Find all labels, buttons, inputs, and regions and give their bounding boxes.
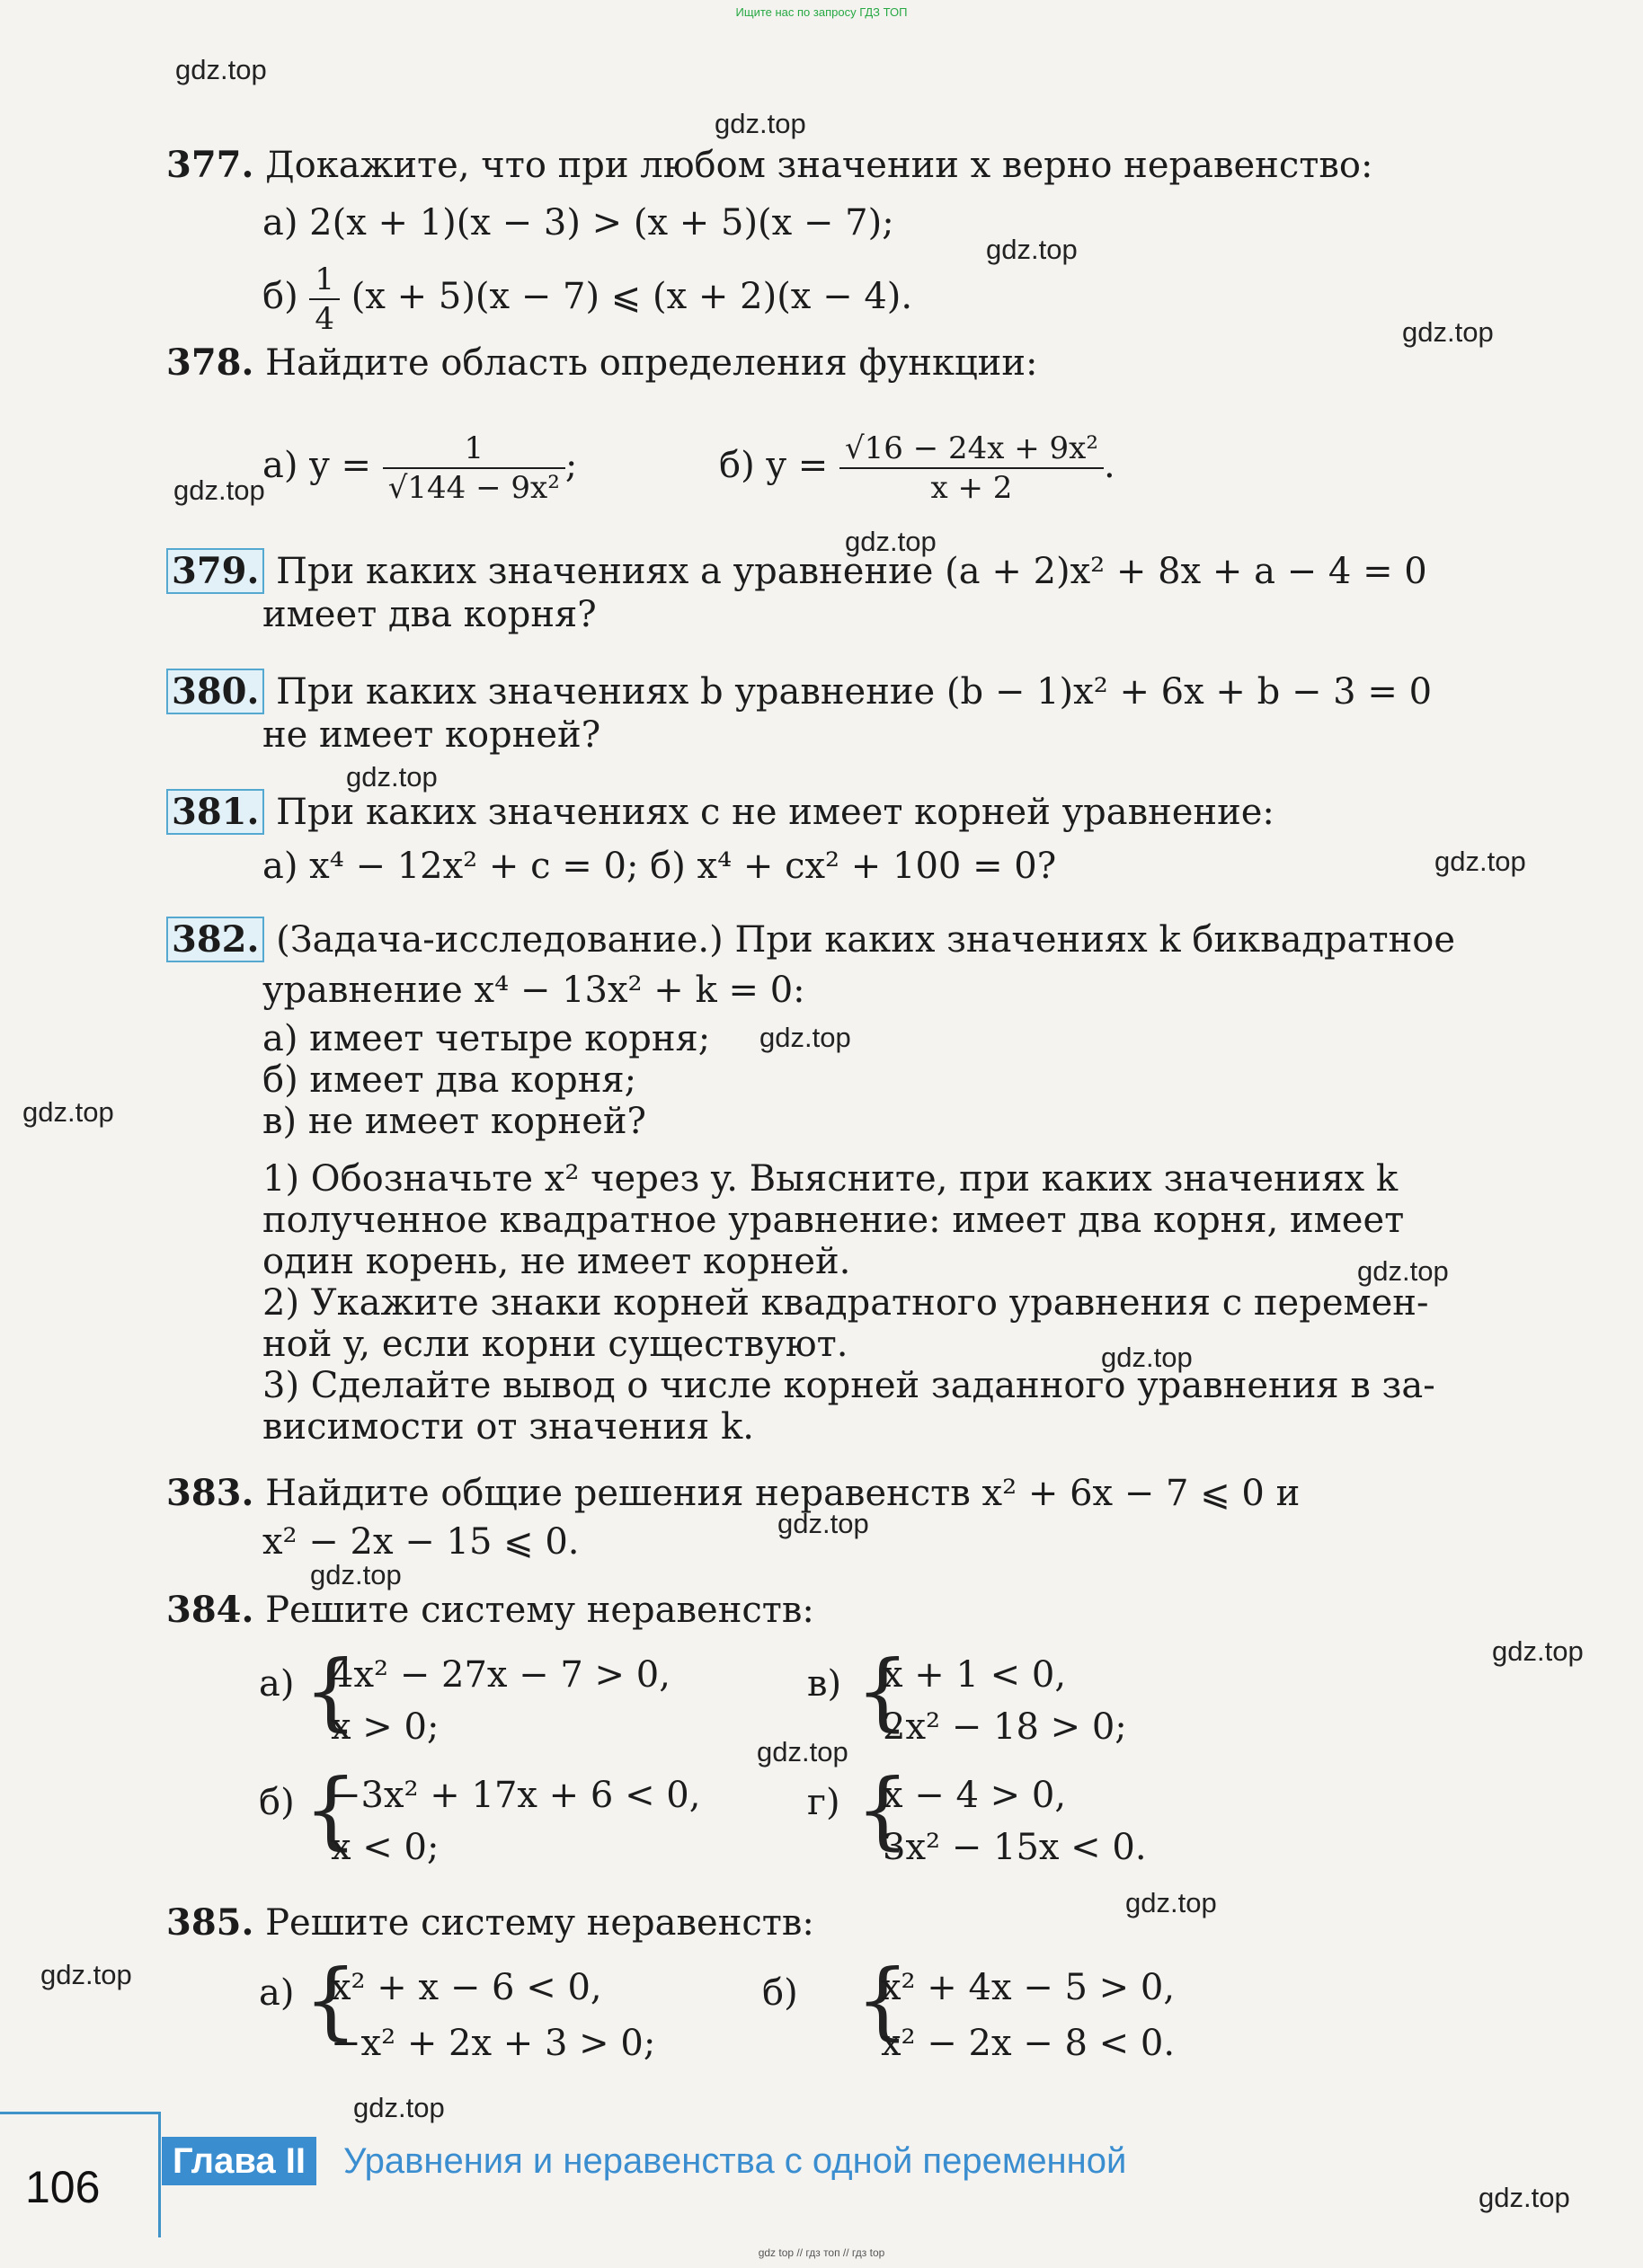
watermark: gdz.top <box>1402 316 1494 348</box>
system-brace: { <box>304 1952 358 2050</box>
expression: (x + 5)(x − 7) ⩽ (x + 2)(x − 4). <box>351 276 913 317</box>
watermark: gdz.top <box>986 234 1078 265</box>
footer-rule-vertical <box>158 2112 161 2237</box>
numerator: 1 <box>309 261 340 300</box>
watermark: gdz.top <box>22 1096 114 1128</box>
item-label: б) y = <box>719 445 829 486</box>
item-label: б) <box>762 1972 798 2014</box>
watermark: gdz.top <box>310 1559 402 1590</box>
fraction <box>383 430 565 507</box>
system-row: −3x² + 17x + 6 < 0, <box>331 1775 701 1816</box>
problem-text: При каких значениях c не имеет корней уравнение: <box>276 792 1274 833</box>
watermark: gdz.top <box>715 108 806 139</box>
problem-382-s1a: 1) Обозначьте x² через y. Выясните, при каких значениях k <box>262 1158 1399 1200</box>
problem-text: Докажите, что при любом значении x верно неравенство: <box>265 145 1373 186</box>
bottom-banner[interactable]: gdz top // гдз топ // гдз top <box>758 2246 885 2259</box>
problem-text: Найдите область определения функции: <box>265 342 1038 384</box>
system-row: −x² + 2x + 3 > 0; <box>331 2023 656 2064</box>
item-label: б) <box>262 276 298 317</box>
punct: ; <box>564 445 578 486</box>
watermark: gdz.top <box>1492 1635 1584 1667</box>
watermark: gdz.top <box>1125 1887 1217 1918</box>
watermark: gdz.top <box>1479 2182 1570 2213</box>
system-row: x² + x − 6 < 0, <box>331 1967 602 2008</box>
fraction <box>839 430 1104 507</box>
denominator: 4 <box>315 301 335 337</box>
problem-381-l1 <box>172 791 1274 834</box>
numerator: √16 − 24x + 9x² <box>839 430 1104 469</box>
problem-382-s2a: 2) Укажите знаки корней квадратного уравнения с перемен- <box>262 1282 1429 1324</box>
system-row: x² − 2x − 8 < 0. <box>881 2023 1176 2064</box>
watermark: gdz.top <box>757 1736 848 1767</box>
watermark: gdz.top <box>1101 1342 1193 1373</box>
item-label: а) <box>259 1972 295 2014</box>
system-row: 2x² − 18 > 0; <box>883 1706 1127 1748</box>
item-label: г) <box>807 1782 840 1823</box>
system-row: x + 1 < 0, <box>883 1654 1067 1696</box>
top-banner[interactable]: Ищите нас по запросу ГДЗ ТОП <box>735 5 908 19</box>
problem-text: Решите систему неравенств: <box>265 1902 814 1944</box>
problem-377-title <box>166 144 1372 187</box>
problem-number: 383. <box>166 1472 254 1514</box>
problem-378-a <box>262 430 577 507</box>
problem-385-title <box>166 1901 814 1945</box>
problem-number: 382. <box>166 917 264 962</box>
problem-378-title <box>166 341 1037 385</box>
system-row: x² + 4x − 5 > 0, <box>881 1967 1176 2008</box>
problem-380-l1 <box>172 670 1432 713</box>
system-row: 4x² − 27x − 7 > 0, <box>331 1654 671 1696</box>
fraction <box>309 261 340 338</box>
problem-number: 377. <box>166 144 254 186</box>
problem-378-b <box>719 430 1115 507</box>
numerator: 1 <box>383 430 565 469</box>
problem-text: Решите систему неравенств: <box>265 1590 814 1631</box>
watermark: gdz.top <box>1434 846 1526 877</box>
punct: . <box>1103 445 1115 486</box>
problem-number: 378. <box>166 341 254 384</box>
system-row: 3x² − 15x < 0. <box>883 1827 1147 1868</box>
chapter-tag: Глава II <box>162 2137 316 2185</box>
problem-text: При каких значениях a уравнение (a + 2)x² + 8x + a − 4 = 0 <box>276 551 1427 592</box>
problem-number: 380. <box>166 669 264 714</box>
watermark: gdz.top <box>759 1022 851 1053</box>
problem-382-s3a: 3) Сделайте вывод о числе корней заданного уравнения в за- <box>262 1365 1435 1406</box>
footer-rule <box>0 2112 160 2114</box>
system-brace: { <box>304 1761 358 1859</box>
page-number: 106 <box>25 2162 101 2212</box>
watermark: gdz.top <box>346 761 438 793</box>
system-row: x − 4 > 0, <box>883 1775 1067 1816</box>
problem-383-l1 <box>166 1472 1300 1515</box>
system-brace: { <box>856 1761 910 1859</box>
chapter-title: Уравнения и неравенства с одной переменной <box>343 2141 1127 2181</box>
problem-377-a: а) 2(x + 1)(x − 3) > (x + 5)(x − 7); <box>262 202 894 244</box>
problem-382-s3b: висимости от значения k. <box>262 1406 754 1448</box>
problem-382-b: б) имеет два корня; <box>262 1059 637 1101</box>
watermark: gdz.top <box>173 474 265 506</box>
item-label: а) <box>259 1663 295 1705</box>
system-brace: { <box>856 1643 910 1741</box>
item-label: в) <box>807 1663 842 1705</box>
watermark: gdz.top <box>845 526 937 557</box>
problem-382-s1c: один корень, не имеет корней. <box>262 1241 851 1282</box>
problem-384-title <box>166 1589 814 1632</box>
problem-377-b <box>262 261 912 338</box>
problem-382-c: в) не имеет корней? <box>262 1101 646 1142</box>
system-brace: { <box>304 1643 358 1741</box>
watermark: gdz.top <box>40 1959 132 1990</box>
problem-number: 381. <box>166 789 264 835</box>
problem-number: 384. <box>166 1589 254 1631</box>
watermark: gdz.top <box>1357 1255 1449 1287</box>
problem-text: Найдите общие решения неравенств x² + 6x − 7 ⩽ 0 и <box>265 1473 1301 1514</box>
watermark: gdz.top <box>175 54 267 85</box>
problem-381-l2: а) x⁴ − 12x² + c = 0; б) x⁴ + cx² + 100 = 0? <box>262 846 1057 887</box>
problem-379-l2: имеет два корня? <box>262 594 597 635</box>
problem-382-l1 <box>172 918 1455 961</box>
item-label: а) y = <box>262 445 371 486</box>
watermark: gdz.top <box>777 1508 869 1539</box>
problem-382-s1b: полученное квадратное уравнение: имеет два корня, имеет <box>262 1200 1405 1241</box>
system-row: x < 0; <box>331 1827 440 1868</box>
problem-382-s2b: ной y, если корни существуют. <box>262 1324 848 1365</box>
denominator: x + 2 <box>930 470 1013 506</box>
problem-383-l2: x² − 2x − 15 ⩽ 0. <box>262 1521 580 1563</box>
system-row: x > 0; <box>331 1706 440 1748</box>
problem-number: 385. <box>166 1901 254 1944</box>
item-label: б) <box>259 1782 295 1823</box>
problem-number: 379. <box>166 548 264 594</box>
problem-text: При каких значениях b уравнение (b − 1)x² + 6x + b − 3 = 0 <box>276 671 1433 713</box>
watermark: gdz.top <box>353 2092 445 2123</box>
problem-382-a: а) имеет четыре корня; <box>262 1018 711 1059</box>
problem-382-l2: уравнение x⁴ − 13x² + k = 0: <box>262 970 805 1011</box>
system-brace: { <box>856 1952 910 2050</box>
problem-380-l2: не имеет корней? <box>262 714 601 756</box>
problem-379-l1 <box>172 550 1427 593</box>
problem-text: (Задача-исследование.) При каких значениях k биквадратное <box>276 919 1456 961</box>
denominator: √144 − 9x² <box>387 470 560 506</box>
